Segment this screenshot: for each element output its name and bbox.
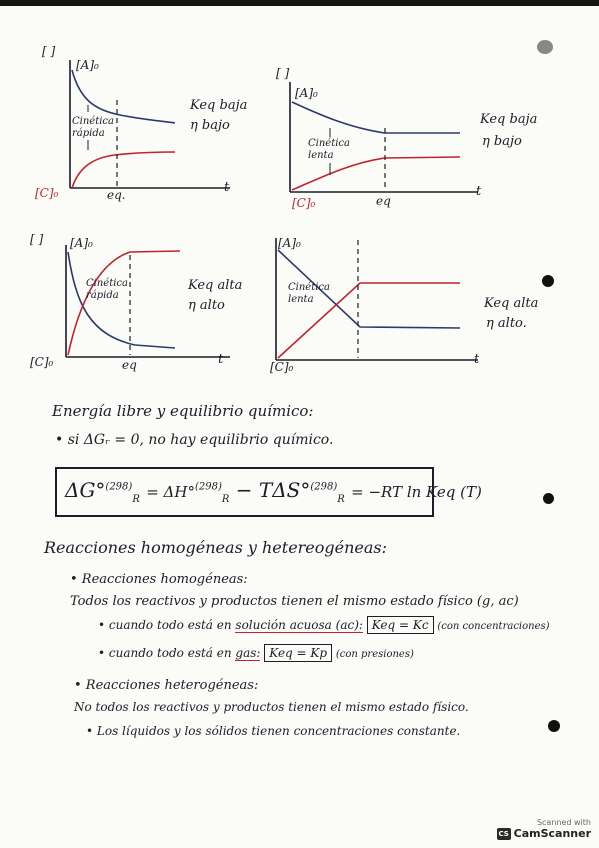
g4-kinetic: Cinética lenta [288, 282, 330, 305]
g1-a-label: [A]₀ [76, 58, 99, 72]
g1-yaxis: [ ] [42, 44, 56, 58]
g2-eta: η bajo [482, 134, 522, 149]
g3-c-label: [C]₀ [30, 355, 54, 369]
eq-tds: − TΔS° [235, 478, 311, 502]
homog-desc: Todos los reactivos y productos tienen el mismo estado físico (g, ac) [70, 594, 519, 609]
eq-rt: = −RT ln Keq (T) [351, 483, 482, 501]
bullet-ac: • cuando todo está en solución acuosa (ac): Keq = Kc (con concentraciones) [98, 618, 550, 632]
heading-reactions: Reacciones homogéneas y hetereogéneas: [44, 538, 388, 557]
note-si: • si ΔGᵣ = 0, no hay equilibrio químico. [55, 432, 334, 448]
heter-bullet: • Los líquidos y los sólidos tienen concentraciones constante. [86, 724, 461, 738]
g4-c-label: [C]₀ [270, 360, 294, 374]
g2-a-label: [A]₀ [295, 86, 318, 100]
g2-t-label: t [476, 184, 482, 199]
g3-t-label: t [218, 352, 224, 367]
g1-t-label: t [224, 180, 230, 195]
g1-c-label: [C]₀ [35, 186, 59, 200]
g3-eta: η alto [188, 298, 225, 313]
heter-desc: No todos los reactivos y productos tienen el mismo estado físico. [74, 700, 469, 714]
equation: ΔG°$^{(298)}_R$ = ΔH°$^{(298)}_R$ − TΔS°$^{(298)}_R$ = −RT ln Keq (T) [65, 478, 482, 505]
eq-dg: ΔG° [65, 478, 106, 502]
g4-keq: Keq alta [484, 296, 539, 311]
g2-keq: Keq baja [480, 112, 538, 127]
keq-kc-box: Keq = Kc [367, 616, 434, 634]
camscanner-logo: CS [498, 829, 509, 838]
g3-yaxis: [ ] [30, 232, 44, 246]
g1-eta: η bajo [190, 118, 230, 133]
g3-keq: Keq alta [188, 278, 243, 293]
heter-title: • Reacciones heterogéneas: [74, 678, 259, 693]
graph-2 [290, 82, 478, 192]
homog-title: • Reacciones homogéneas: [70, 572, 248, 587]
eq-dh: = ΔH° [146, 483, 195, 501]
heading-energy: Energía libre y equilibrio químico: [52, 402, 314, 420]
bullet-gas: • cuando todo está en gas: Keq = Kp (con presiones) [98, 646, 414, 660]
g2-kinetic: Cinética lenta [308, 138, 350, 161]
g4-eta: η alto. [486, 316, 527, 331]
g1-eq-label: eq. [107, 188, 126, 202]
g1-kinetic: Cinética rápida [72, 116, 114, 139]
g1-keq: Keq baja [190, 98, 248, 113]
g2-c-label: [C]₀ [292, 196, 316, 210]
g3-kinetic: Cinética rápida [86, 278, 128, 301]
g3-eq-label: eq [122, 358, 137, 372]
g4-t-label: t [474, 352, 480, 367]
g2-eq-label: eq [376, 194, 391, 208]
g4-a-label: [A]₀ [278, 236, 301, 250]
camscanner-watermark: Scanned with CS CamScanner [498, 818, 591, 840]
keq-kp-box: Keq = Kp [264, 644, 332, 662]
g2-yaxis: [ ] [276, 66, 290, 80]
g3-a-label: [A]₀ [70, 236, 93, 250]
